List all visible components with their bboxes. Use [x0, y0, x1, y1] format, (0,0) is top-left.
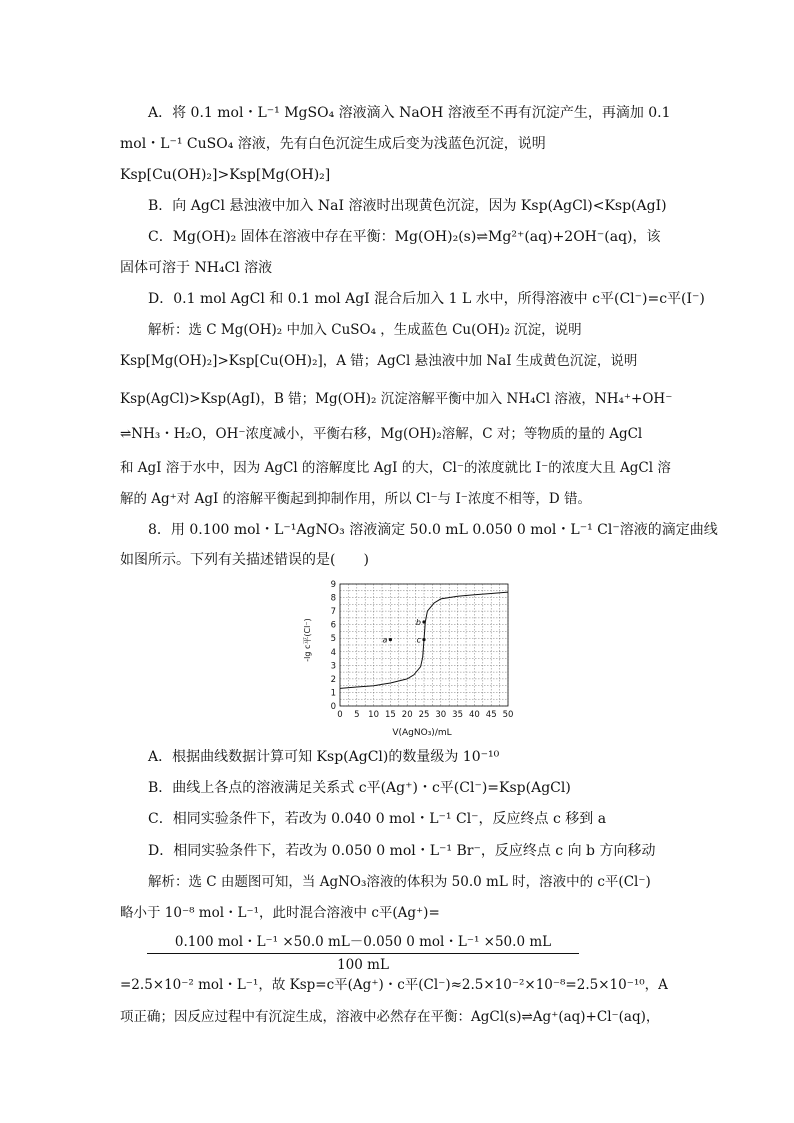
q8-option-d: D．相同实验条件下，若改为 0.050 0 mol・L⁻¹ Br⁻，反应终点 c 向 b 方向移动	[148, 843, 656, 859]
point-label-b: b	[415, 617, 421, 627]
analysis-7-line3: Ksp(AgCl)>Ksp(AgI)，B 错；Mg(OH)₂ 沉淀溶解平衡中加入 NH₄Cl 溶液，NH₄⁺+OH⁻	[120, 391, 673, 407]
analysis-7-line4: ⇌NH₃・H₂O，OH⁻浓度减小，平衡右移，Mg(OH)₂溶解，C 对；等物质的量的 AgCl	[120, 426, 643, 442]
y-tick-label: 0	[330, 702, 336, 712]
fraction-numerator: 0.100 mol・L⁻¹ ×50.0 mL－0.050 0 mol・L⁻¹ ×50.0 mL	[147, 930, 579, 954]
y-tick-label: 5	[330, 634, 336, 645]
x-tick-label: 50	[502, 710, 514, 720]
question-8-line1: 8．用 0.100 mol・L⁻¹AgNO₃ 溶液滴定 50.0 mL 0.050 0 mol・L⁻¹ Cl⁻溶液的滴定曲线	[148, 522, 718, 538]
y-tick-label: 9	[330, 580, 336, 590]
point-c	[422, 638, 425, 641]
q8-option-c: C．相同实验条件下，若改为 0.040 0 mol・L⁻¹ Cl⁻，反应终点 c 移到 a	[148, 811, 607, 827]
x-tick-label: 25	[418, 710, 430, 720]
chart-x-axis-label: V(AgNO₃)/mL	[392, 728, 452, 738]
analysis-8-line4: 项正确；因反应过程中有沉淀生成，溶液中必然存在平衡：AgCl(s)⇌Ag⁺(aq)+Cl⁻(aq)，	[120, 1009, 660, 1025]
y-tick-label: 4	[330, 647, 336, 658]
titration-curve-chart	[298, 578, 522, 738]
option-c-line2: 固体可溶于 NH₄Cl 溶液	[120, 260, 273, 276]
option-a-line2: mol・L⁻¹ CuSO₄ 溶液，先有白色沉淀生成后变为浅蓝色沉淀，说明	[120, 136, 546, 152]
question-8-line2: 如图所示。下列有关描述错误的是( )	[120, 552, 369, 568]
analysis-7-line6: 解的 Ag⁺对 AgI 的溶解平衡起到抑制作用，所以 Cl⁻与 I⁻浓度不相等，D 错。	[120, 491, 592, 507]
fraction-denominator: 100 mL	[337, 957, 389, 973]
x-tick-label: 0	[337, 710, 343, 720]
x-tick-label: 30	[435, 710, 447, 720]
x-tick-label: 5	[354, 710, 360, 720]
y-tick-label: 8	[330, 593, 336, 604]
option-c-line1: C．Mg(OH)₂ 固体在溶液中存在平衡：Mg(OH)₂(s)⇌Mg²⁺(aq)+2OH⁻(aq)，该	[148, 229, 661, 245]
point-b	[422, 620, 425, 623]
point-label-a: a	[382, 635, 388, 645]
option-a-line3: Ksp[Cu(OH)₂]>Ksp[Mg(OH)₂]	[120, 167, 331, 183]
x-tick-label: 15	[384, 710, 396, 720]
x-tick-label: 20	[401, 710, 413, 720]
x-tick-label: 10	[368, 710, 380, 720]
analysis-8-line3: =2.5×10⁻² mol・L⁻¹，故 Ksp=c平(Ag⁺)・c平(Cl⁻)≈2.5×10⁻²×10⁻⁸=2.5×10⁻¹⁰，A	[120, 977, 668, 993]
x-tick-label: 45	[485, 710, 497, 720]
analysis-7-line1: 解析：选 C Mg(OH)₂ 中加入 CuSO₄ ，生成蓝色 Cu(OH)₂ 沉淀，说明	[148, 322, 582, 338]
y-tick-label: 6	[330, 620, 336, 631]
point-label-c: c	[416, 635, 421, 645]
analysis-8-line2: 略小于 10⁻⁸ mol・L⁻¹，此时混合溶液中 c平(Ag⁺)=	[120, 905, 440, 921]
option-d: D．0.1 mol AgCl 和 0.1 mol AgI 混合后加入 1 L 水中，所得溶液中 c平(Cl⁻)=c平(I⁻)	[148, 291, 705, 307]
option-b: B．向 AgCl 悬浊液中加入 NaI 溶液时出现黄色沉淀，因为 Ksp(AgCl)<Ksp(AgI)	[148, 198, 667, 214]
y-tick-label: 2	[330, 674, 336, 685]
option-a-line1: A．将 0.1 mol・L⁻¹ MgSO₄ 溶液滴入 NaOH 溶液至不再有沉淀产生，再滴加 0.1	[148, 105, 671, 121]
point-a	[389, 638, 392, 641]
analysis-8-line1: 解析：选 C 由题图可知，当 AgNO₃溶液的体积为 50.0 mL 时，溶液中的 c平(Cl⁻)	[148, 874, 651, 890]
y-tick-label: 3	[330, 661, 336, 672]
q8-option-b: B．曲线上各点的溶液满足关系式 c平(Ag⁺)・c平(Cl⁻)=Ksp(AgCl)	[148, 780, 571, 796]
y-tick-label: 7	[330, 607, 336, 618]
chart-y-axis-label: -lg c平(Cl⁻)	[303, 618, 312, 662]
q8-option-a: A．根据曲线数据计算可知 Ksp(AgCl)的数量级为 10⁻¹⁰	[148, 749, 500, 765]
analysis-7-line5: 和 AgI 溶于水中，因为 AgCl 的溶解度比 AgI 的大，Cl⁻的浓度就比 I⁻的浓度大且 AgCl 溶	[120, 460, 671, 476]
analysis-7-line2: Ksp[Mg(OH)₂]>Ksp[Cu(OH)₂]，A 错；AgCl 悬浊液中加 NaI 生成黄色沉淀，说明	[120, 353, 638, 369]
fraction-expression	[147, 930, 579, 973]
x-tick-label: 40	[468, 710, 480, 720]
x-tick-label: 35	[452, 710, 464, 720]
y-tick-label: 1	[330, 688, 336, 699]
